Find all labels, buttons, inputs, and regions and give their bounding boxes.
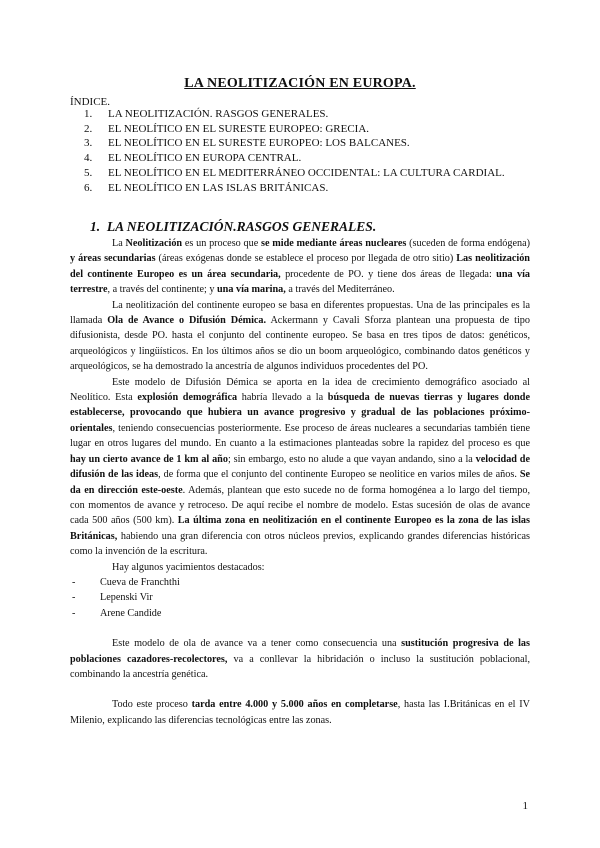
toc-item: 3. EL NEOLÍTICO EN EL SURESTE EUROPEO: LOS BALCANES. bbox=[84, 137, 410, 150]
paragraph: Hay algunos yacimientos destacados: bbox=[112, 561, 265, 573]
paragraph: La neolitización del continente europeo se basa en diferentes propuestas. Una de las principales es la llamada Ola de Avance o Difusión Démica. Ackermann y Cavali Sforza plantean una propuesta de tipo difusionista, desde PO. hasta el conjunto del continente europeo. Se basa en tres tipos de datos: genéticos, arqueológicos y lingüísticos. En los últimos años se dio un boom arqueológico, combinando datos genéticos y arqueológicos, se ha demostrado la ancestría de algunos individuos procedentes del PO. bbox=[70, 299, 530, 373]
index-label: ÍNDICE. bbox=[70, 96, 111, 108]
paragraph: Este modelo de ola de avance va a tener como consecuencia una sustitución progresiva de las poblaciones cazadores-recolectores, va a conllevar la hibridación o incluso la sustitución poblacional, combinando la ancestría genética. bbox=[70, 638, 530, 680]
toc-item: 1. LA NEOLITIZACIÓN. RASGOS GENERALES. bbox=[84, 108, 329, 120]
list-item: - Arene Candide bbox=[70, 606, 530, 621]
toc-item: 4. EL NEOLÍTICO EN EUROPA CENTRAL. bbox=[84, 152, 302, 165]
section-body bbox=[70, 236, 530, 728]
section-heading: 1. LA NEOLITIZACIÓN.RASGOS GENERALES. bbox=[90, 219, 377, 234]
document-title: LA NEOLITIZACIÓN EN EUROPA. bbox=[184, 76, 416, 91]
paragraph: Todo este proceso tarda entre 4.000 y 5.000 años en completarse, hasta las I.Británicas en el IV Milenio, explicando las diferencias tecnológicas entre las zonas. bbox=[70, 699, 531, 726]
page-number: 1 bbox=[522, 800, 528, 812]
sites-list bbox=[70, 575, 530, 621]
toc-item: 6. EL NEOLÍTICO EN LAS ISLAS BRITÁNICAS. bbox=[84, 181, 329, 194]
paragraph: La Neolitización es un proceso que se mide mediante áreas nucleares (suceden de forma endógena) y áreas secundarias (áreas exógenas donde se establece el proceso por llegada de otro sitio) Las neolitización del continente Europeo es un área secundaria, procedente de PO. y tiene dos áreas de llegada: una vía terrestre, a través del continente; y una vía marina, a través del Mediterráneo. bbox=[70, 238, 530, 296]
paragraph: Este modelo de Difusión Démica se aporta en la idea de crecimiento demográfico asociado al Neolítico. Esta explosión demográfica habría llevado a la búsqueda de nuevas tierras y lugares donde establecerse, provocando que hubiera un avance progresivo y gradual de las poblaciones próximo-orientales, teniendo consecuencias posteriormente. Ese proceso de áreas nucleares a secundarias también tiene lugar en otros lugares del mundo. En cuanto a la estimaciones planteadas sobre la rapidez del proceso es que hay un cierto avance de 1 km al año; sin embargo, esto no alude a que vayan andando, sino a la velocidad de difusión de las ideas, de forma que el conjunto del continente Europeo se neolitice en varios miles de años. Se da en dirección este-oeste. Además, plantean que esto sucede no de forma homogénea a lo largo del tiempo, con momentos de avance y retroceso. De aquí recibe el nombre de modelo. Estas sucesión de olas de avance cada 500 años (500 km). La última zona en neolitización en el continente Europeo es la zona de las islas Británicas, habiendo una gran diferencia con otros núcleos previos, explicando grandes diferencias históricas como la invención de la escritura. bbox=[70, 376, 530, 558]
list-item: - Lepenski Vir bbox=[70, 590, 530, 605]
toc-item: 5. EL NEOLÍTICO EN EL MEDITERRÁNEO OCCIDENTAL: LA CULTURA CARDIAL. bbox=[84, 166, 505, 179]
table-of-contents bbox=[84, 107, 505, 195]
toc-item: 2. EL NEOLÍTICO EN EL SURESTE EUROPEO: GRECIA. bbox=[84, 122, 370, 135]
list-item: - Cueva de Franchthi bbox=[70, 575, 530, 590]
